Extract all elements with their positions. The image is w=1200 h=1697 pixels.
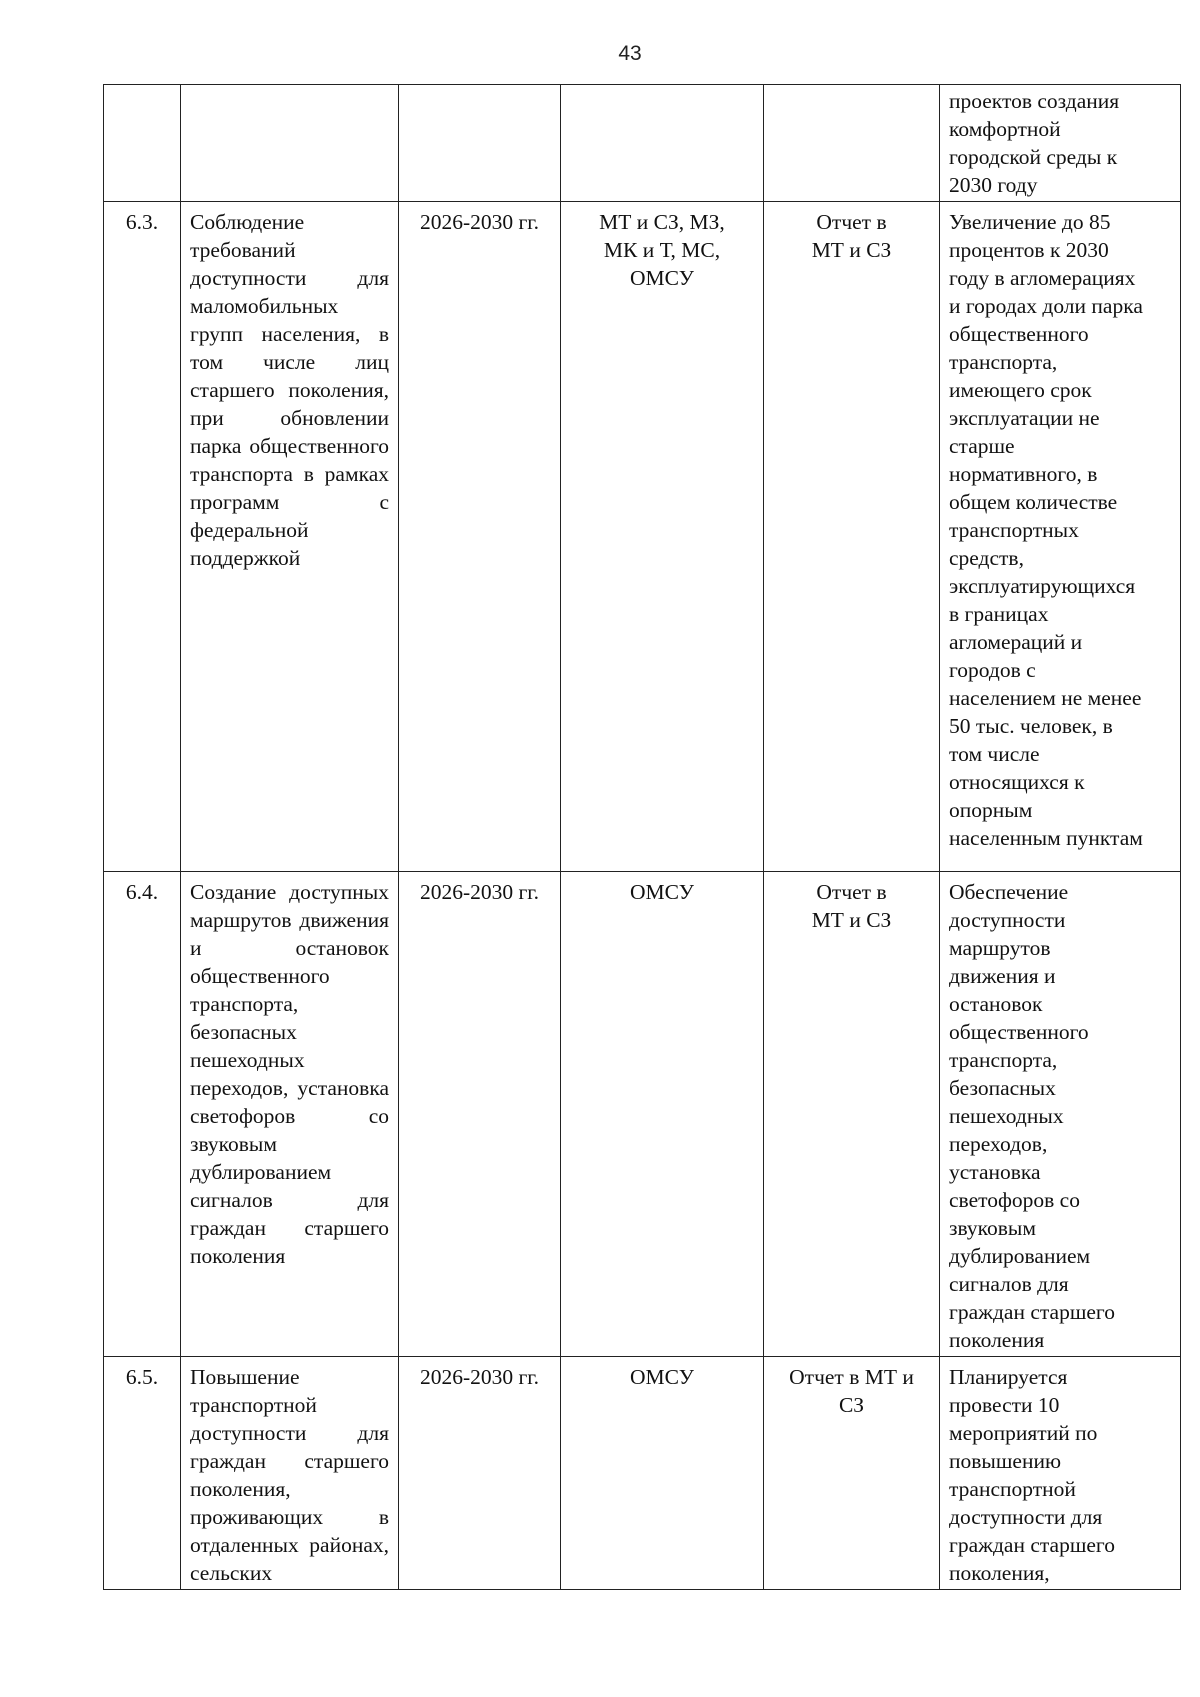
table-row bbox=[104, 1357, 1181, 1590]
period: 2026-2030 гг. bbox=[399, 202, 561, 872]
completion-form: Отчет в МТ и СЗ bbox=[764, 872, 940, 1357]
completion-form bbox=[764, 85, 940, 202]
measure-name: Повышение транспортной доступности для граждан старшего поколения, проживающих в отдаленных районах, сельских bbox=[181, 1357, 399, 1590]
table-row bbox=[104, 872, 1181, 1357]
period bbox=[399, 85, 561, 202]
measures-table bbox=[103, 84, 1181, 1590]
expected-result: Обеспечение доступности маршрутов движения и остановок общественного транспорта, безопасных пешеходных переходов, установка светофоров со звуковым дублированием сигналов для граждан старшего поколения bbox=[940, 872, 1181, 1357]
expected-result: Увеличение до 85 процентов к 2030 году в агломерациях и городах доли парка общественного транспорта, имеющего срок эксплуатации не старше нормативного, в общем количестве транспортных средств, эксплуатирующихся в границах агломераций и городов с населением не менее 50 тыс. человек, в том числе относящихся к опорным населенным пунктам bbox=[940, 202, 1181, 872]
period: 2026-2030 гг. bbox=[399, 872, 561, 1357]
measure-name: Создание доступных маршрутов движения и остановок общественного транспорта, безопасных пешеходных переходов, установка светофоров со звуковым дублированием сигналов для граждан старшего поколения bbox=[181, 872, 399, 1357]
executors: ОМСУ bbox=[561, 872, 764, 1357]
executors bbox=[561, 85, 764, 202]
period: 2026-2030 гг. bbox=[399, 1357, 561, 1590]
completion-form: Отчет в МТ и СЗ bbox=[764, 202, 940, 872]
row-number: 6.5. bbox=[104, 1357, 181, 1590]
table-row bbox=[104, 85, 1181, 202]
executors: ОМСУ bbox=[561, 1357, 764, 1590]
row-number bbox=[104, 85, 181, 202]
row-number: 6.3. bbox=[104, 202, 181, 872]
expected-result: Планируется провести 10 мероприятий по повышению транспортной доступности для граждан старшего поколения, bbox=[940, 1357, 1181, 1590]
measure-name bbox=[181, 85, 399, 202]
row-number: 6.4. bbox=[104, 872, 181, 1357]
completion-form: Отчет в МТ и СЗ bbox=[764, 1357, 940, 1590]
measure-name: Соблюдение требований доступности для маломобильных групп населения, в том числе лиц старшего поколения, при обновлении парка общественного транспорта в рамках программ с федеральной поддержкой bbox=[181, 202, 399, 872]
table-row bbox=[104, 202, 1181, 872]
expected-result: проектов создания комфортной городской среды к 2030 году bbox=[940, 85, 1181, 202]
executors: МТ и СЗ, МЗ, МК и Т, МС, ОМСУ bbox=[561, 202, 764, 872]
page-number: 43 bbox=[618, 42, 642, 65]
